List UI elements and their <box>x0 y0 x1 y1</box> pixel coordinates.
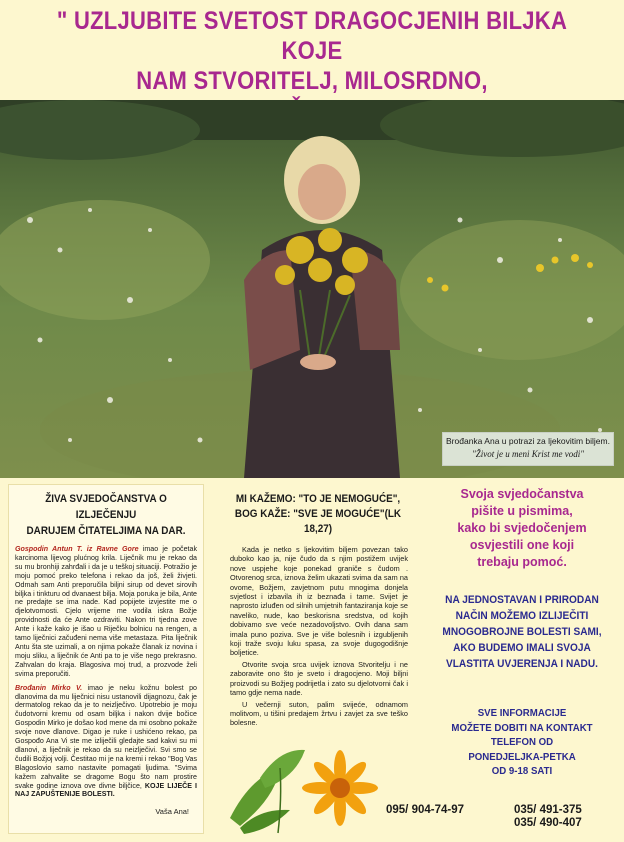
testimonial-2-bold-text: KOJE LIJEČE I NAJ ZAPUŠTENIJE BOLESTI. <box>15 781 197 799</box>
article-column <box>214 484 422 732</box>
herb-leaves-icon <box>230 750 305 834</box>
article-body <box>214 537 422 728</box>
meadow-photo-illustration <box>0 100 624 478</box>
belief-block <box>432 592 612 672</box>
testimonial-1-name: Gospodin Antun T. iz Ravne Gore <box>15 545 139 553</box>
contact-info-block <box>437 706 606 779</box>
contact-info-line: OD 9-18 SATI <box>491 765 553 777</box>
invitation-block <box>428 486 616 571</box>
testimonials-body <box>9 539 203 799</box>
invitation-line: pišite u pismima, <box>471 504 573 518</box>
testimonial-1-text: imao je početak karcinoma lijevog plućnog krila. Liječnik mu je rekao da su mu bronhiji zahrđali i da je u teškoj situaciji. Potražio je moju pomoć preko telefona i rekao da još, želi živjeti. Odmah sam Anti preporučila biljni sirup od devet sirovih biljka i tinkturu od dvanaest bilja. Moja poruka je bila, Ante ne predajte se ima nade. Kad popijete izvjestite me o djelotvornosti. Cjelo vrijeme me vodila iskra Božje providnosti da će Ante ozdraviti. Nakon tri tjedna zove Ante i kaže kako je išao u Riječku bolnicu na rengen, a tamo liječnici začuđeni nema više metastaza. Pita liječnik Antu šta ste uzimali, a on njima pokaže članak iz novina i moju sliku, a liječnik će Anti pa to je više nego prekrasno. Zahvalan do kraja. Blagosiva moj trud, a prozvode želi svima preporučiti. <box>15 545 197 678</box>
belief-line: NA JEDNOSTAVAN I PRIRODAN <box>445 594 599 606</box>
photo-caption-quote: "Život je u meni Krist me vodi" <box>471 449 585 459</box>
article-title-line-2: BOG KAŽE: "SVE JE MOGUĆE"(LK 18,27) <box>234 508 402 535</box>
testimonials-title <box>19 485 194 539</box>
photo-caption <box>442 432 614 466</box>
calendula-flower-icon <box>302 750 378 826</box>
article-title-line-1: MI KAŽEMO: "TO JE NEMOGUĆE", <box>235 493 401 505</box>
testimonial-2-text: imao je neku kožnu bolest po dlanovima da mu liječnici nisu ustanovili dijagnozu, čak je dermatolog rekao da je to neizlječivo. Upotrebio je moju čudotvorni kremu od osam biljka i nakon dvije bočice Gospodin Mirko je došao kod mene da mi osobno pokaže svoje nove dlanove. Digao je ruke i ushićeno rekao, pa Gospođo Ana Vi ste me izliječili gledajte sad kakvi su mi dlanovi, a liječnik je rekao da su neizlječivi. Svi smo se čudili Božjoj volji. Čestitao mi je na kremi i rekao "Bog Vas Blagoslovio samo nastavite pomagati ljudima. "Svima kažem zahvalite se dragome Bogu što nam prostire svake godine iznova ove divne biljčice, <box>15 683 198 790</box>
headline <box>0 0 624 100</box>
article-paragraph-1: Kada je netko s ljekovitim biljem povezan tako duboko kao ja, nije čudo da s njim postižem uvijek nove uspjehe koje ponekad graniče s čudom . Otvorenog srca, iznova želim ukazati svima da sam na ovome, Božjem, zavjetnom putu mnogima donjela svjetlost i izbavila ih iz beznađa i tame. Svijet je naprosto izluđen od silnih umjetnih fantaziranja koje se naveliko, nude, kao beskorisna sredstva, od kojih dobivamo sve veće nezadovoljstvo. Ovih dana sam imala puno poziva. Sve je više bolesnih i izgubljenih koji traže svoju luku spasa, za svoje dugogodišnje boljetice. <box>230 545 408 658</box>
testimonials-box <box>8 484 204 834</box>
meadow-photo <box>0 100 624 478</box>
headline-line-1: " UZLJUBITE SVETOST DRAGOCJENIH BILJKA KOJE <box>56 7 568 65</box>
photo-caption-line-1: Brođanka Ana u potrazi za ljekovitim biljem. <box>446 436 610 446</box>
article-paragraph-3: U večernji suton, palim svijeće, odnamom molitvom, u tišini predajem žrtvu i zavjet za sve teško bolesne. <box>230 699 408 728</box>
testimonials-title-line-1: ŽIVA SVJEDOČANSTVA O IZLJEČENJU <box>45 493 167 521</box>
belief-line: VLASTITA UVJERENJA I NADU. <box>445 658 599 670</box>
contact-info-line: SVE INFORMACIJE <box>477 707 567 719</box>
contact-info-line: PONEDJELJKA-PETKA <box>468 750 576 763</box>
belief-line: MNOGOBROJNE BOLESTI SAMI, <box>442 626 602 638</box>
testimonial-2-name: Brođanin Mirko V. <box>15 683 83 692</box>
herb-illustration <box>220 738 380 838</box>
headline-line-2: NAM STVORITELJ, MILOSRDNO, <box>136 67 488 95</box>
contact-info-line: MOŽETE DOBITI NA KONTAKT <box>451 721 593 734</box>
article-title <box>224 484 411 537</box>
phone-landline-1[interactable]: 035/ 491-375 <box>514 804 582 816</box>
invitation-line: kako bi svjedočenjem <box>457 521 587 535</box>
phone-landline-2[interactable]: 035/ 490-407 <box>514 817 582 829</box>
belief-line: AKO BUDEMO IMALI SVOJA <box>453 642 591 654</box>
signature: Vaša Ana! <box>155 807 189 817</box>
phone-mobile[interactable]: 095/ 904-74-97 <box>386 804 465 816</box>
invitation-line: osvjestili one koji <box>469 538 575 552</box>
belief-line: NAČIN MOŽEMO IZLIJEČITI <box>455 610 589 622</box>
article-paragraph-2: Otvorite svoja srca uvijek iznova Stvoritelju i ne zaboravite ono što je sveto i dragocjeno. Moji biljni proizvodi su Božjeg podrijetla i zato su djelotvorni čak i tamo gdje nema nade. <box>230 659 408 698</box>
testimonials-title-line-2: DARUJEM ČITATELJIMA NA DAR. <box>26 525 186 537</box>
invitation-line: Svoja svjedočanstva <box>460 487 584 501</box>
contact-info-line: TELEFON OD <box>490 736 554 748</box>
invitation-line: trebaju pomoć. <box>477 555 567 569</box>
